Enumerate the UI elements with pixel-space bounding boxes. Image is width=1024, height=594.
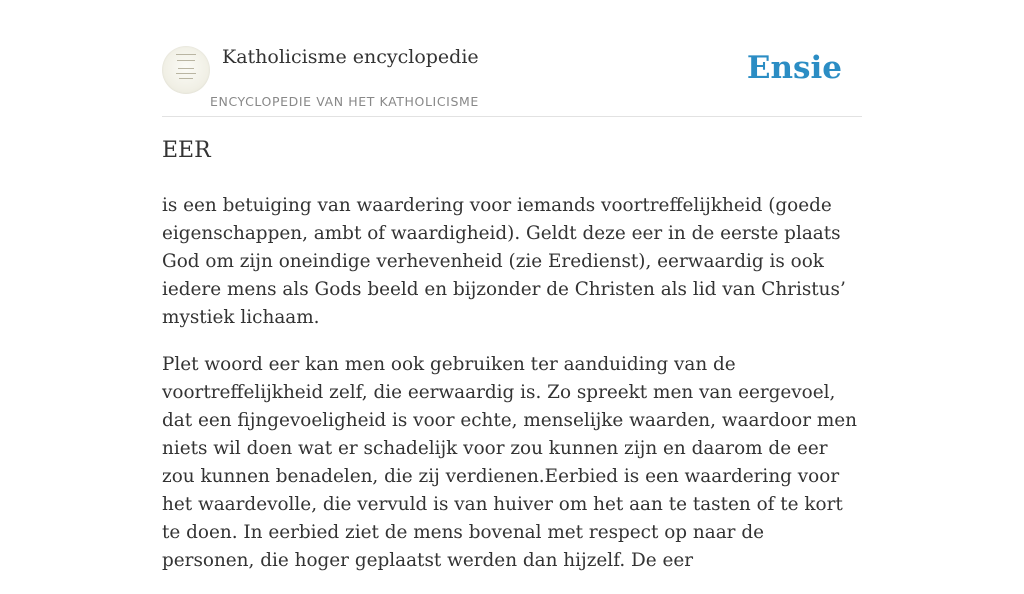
article-paragraph: is een betuiging van waardering voor iemands voortreffelijkheid (goede eigenschappen, ambt of waardigheid). Geldt deze eer in de eerste plaats God om zijn oneindige verhevenheid (zie Eredienst), eerwaardig is ook iedere mens als Gods beeld en bijzonder de Christen als lid van Christus’ mystiek lichaam. <box>162 195 846 328</box>
article-paragraph: Plet woord eer kan men ook gebruiken ter aanduiding van de voortreffelijkheid zelf, die eerwaardig is. Zo spreekt men van eergevoel, dat een fijngevoeligheid is voor echte, menselijke waarden, waardoor men niets wil doen wat er schadelijk voor zou kunnen zijn en daarom de eer zou kunnen benadelen, die zij verdienen.Eerbied is een waardering voor het waardevolle, die vervuld is van huiver om het aan te tasten of te kort te doen. In eerbied ziet de mens bovenal met respect op naar de personen, die hoger geplaatst werden dan hijzelf. De eer <box>162 354 858 571</box>
site-header <box>162 40 862 117</box>
brand-logo[interactable]: Ensie <box>746 50 842 86</box>
site-subtitle: ENCYCLOPEDIE VAN HET KATHOLICISME <box>210 94 479 109</box>
article-body <box>162 192 862 594</box>
encyclopedia-logo[interactable] <box>162 46 210 94</box>
site-title[interactable]: Katholicisme encyclopedie <box>222 46 479 68</box>
article-title: EER <box>162 138 211 163</box>
